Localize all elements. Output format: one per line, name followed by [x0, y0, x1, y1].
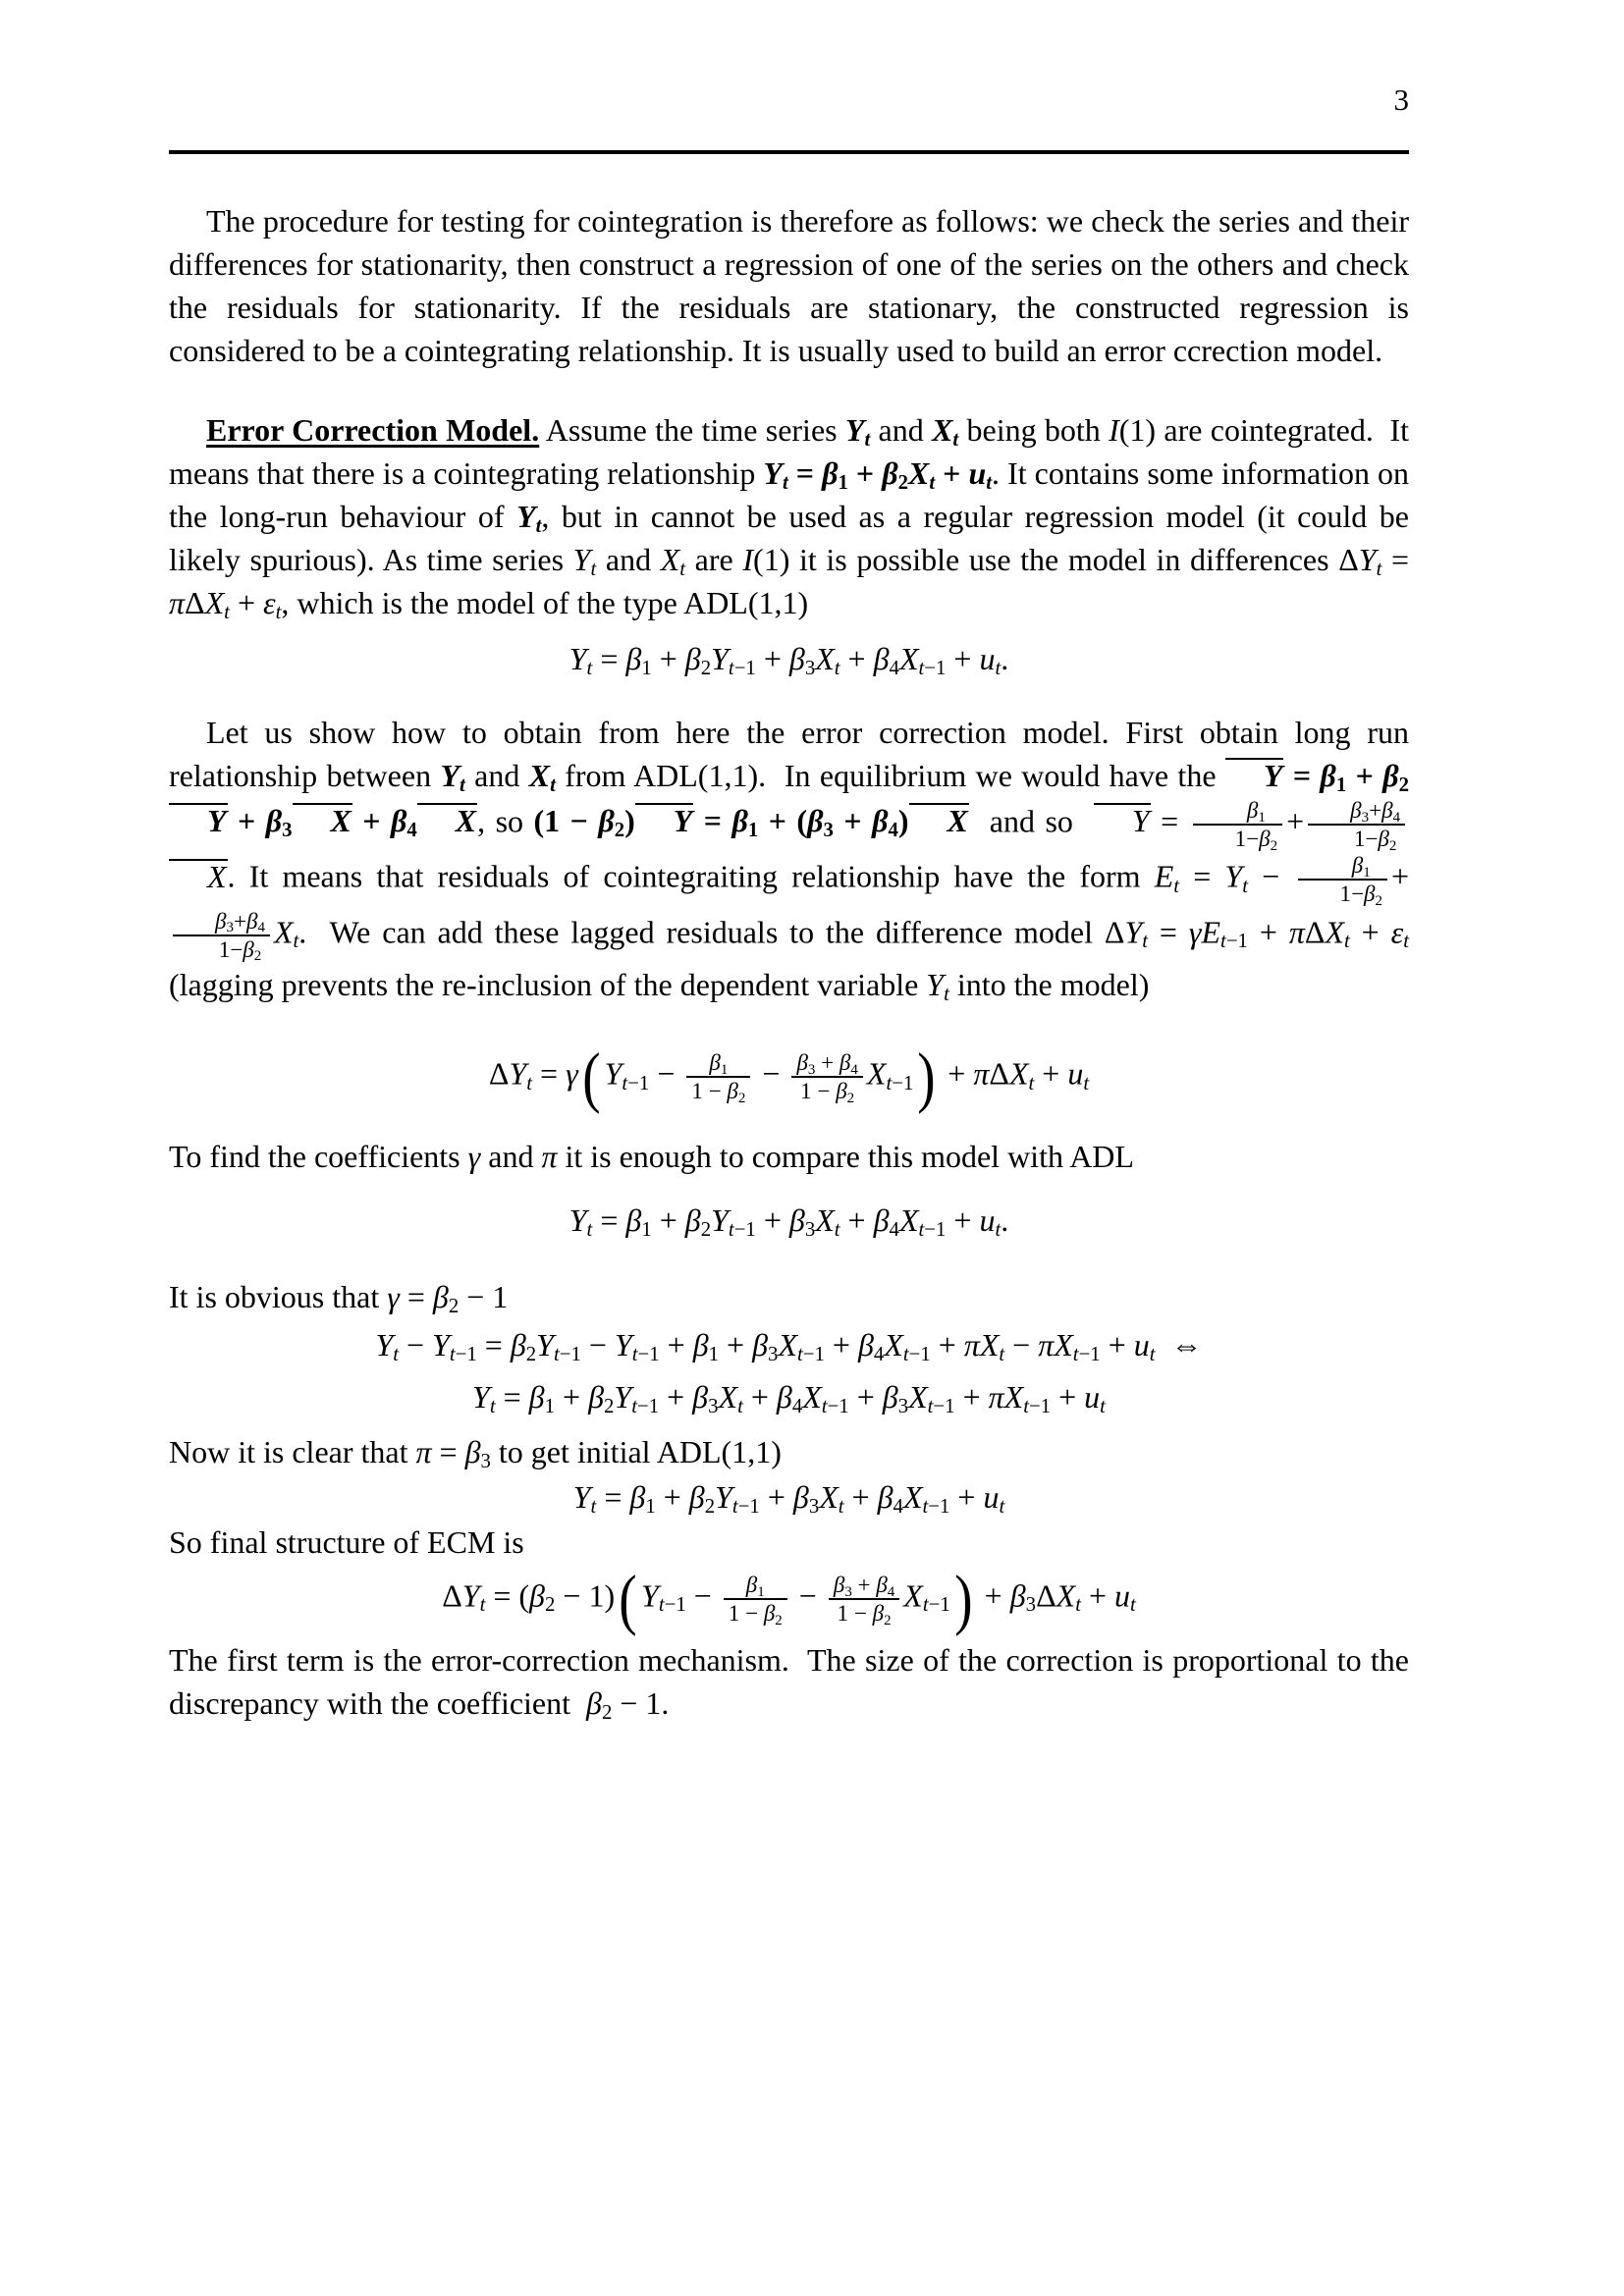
equation-ecm-final: $\Delta Y_t = (\beta_2 - 1)$( $Y_{t-1}$ − $\frac{\beta_1}{1 - \beta_2}$ − $\frac{\beta_3 + \beta_4}{1 - \beta_2}$ $X_{t-1}) + \beta_3\Delta X_t + u_t$	[442, 1561, 1136, 1636]
equation-expansion-2: $Y_t = \beta_1 + \beta_2Y_{t-1} + \beta_3X_t + \beta_4X_{t-1} + \beta_3X_{t-1} + \pi X_{t-1} + u_t$	[472, 1379, 1106, 1418]
page-number: 3	[1393, 82, 1409, 117]
equation-adl11-final: $Y_t = \beta_1 + \beta_2Y_{t-1} + \beta_3X_t + \beta_4X_{t-1} + u_t$	[572, 1478, 1005, 1518]
document-content	[169, 199, 1409, 1726]
paragraph-derivation: Let us show how to obtain from here the error correction model. First obtain long run relationship between $Y_t$ and $X_t$ from ADL(1,1). In equilibrium we would have the $Y = \beta_1 + \beta_2Y + \beta_3$ $X + \beta_4$ X, so $(1 - \beta_2)$ $Y = \beta_1 + (\beta_3 + \beta_4)$ X and so Y = $\frac{\beta_1}{1-\beta_2}$ + $\frac{\beta_3+\beta_4}{1-\beta_2}$ X. It means that residuals of cointegraiting relationship have the form $E_t = Y_t$ − $\frac{\beta_1}{1-\beta_2}$ + $\frac{\beta_3+\beta_4}{1-\beta_2}$ $X_t$. We can add these lagged residuals to the difference model $\Delta Y_t = \gamma E_{t-1} + \pi\Delta X_t + \varepsilon_t$ (lagging prevents the re-inclusion of the dependent variable $Y_t$ into the model)	[169, 714, 1410, 1006]
equation-adl11-repeat: $Y_t = \beta_1 + \beta_2Y_{t-1} + \beta_3X_t + \beta_4X_{t-1} + u_t$.	[568, 1201, 1009, 1241]
line-pi-clear: Now it is clear that $\pi = \beta_3$ to get initial ADL(1,1)	[169, 1434, 782, 1473]
equation-adl11: $Y_t = \beta_1 + \beta_2Y_{t-1} + \beta_3X_t + \beta_4X_{t-1} + u_t$.	[568, 641, 1009, 680]
equation-expansion-1: $Y_t - Y_{t-1} = \beta_2Y_{t-1} - Y_{t-1} + \beta_1 + \beta_3X_{t-1} + \beta_4X_{t-1} + \pi X_t - \pi X_{t-1} + u_t$ ⇔	[375, 1327, 1203, 1366]
equation-ecm-gamma: $\Delta Y_t = \gamma$( $Y_{t-1}$ − $\frac{\beta_1}{1 - \beta_2}$ − $\frac{\beta_3 + \beta_4}{1 - \beta_2}$ $X_{t-1}) + \pi\Delta X_t + u_t$	[488, 1039, 1090, 1114]
header-rule	[169, 150, 1409, 154]
line-so-final-ecm: So final structure of ECM is	[169, 1523, 524, 1560]
paragraph-ecm-definition: Error Correction Model. Assume the time series $Y_t$ and $X_t$ being both I(1) are cointegrated. It means that there is a cointegrating relationship $Y_t = \beta_1 + \beta_2X_t + u_t$. It contains some information on the long-run behaviour of $Y_t$, but in cannot be used as a regular regression model (it could be likely spurious). As time series $Y_t$ and $X_t$ are I(1) it is possible use the model in differences $\Delta Y_t = \pi\Delta X_t + \varepsilon_t$, which is the model of the type ADL(1,1)	[169, 411, 1410, 624]
paragraph-conclusion: The first term is the error-correction mechanism. The size of the correction is proportional to the discrepancy with the coefficient $\beta_2 - 1$.	[169, 1642, 1409, 1725]
paragraph-intro: The procedure for testing for cointegration is therefore as follows: we check the series and their differences for stationarity, then construct a regression of one of the series on the others and check the residuals for stationarity. If the residuals are stationary, the constructed regression is considered to be a cointegrating relationship. It is usually used to build an error ccrection model.	[169, 203, 1409, 369]
line-tofind-coefficients: To find the coefficients γ and π it is enough to compare this model with ADL	[169, 1138, 1134, 1174]
line-gamma-obvious: It is obvious that $\gamma = \beta_2 - 1$	[169, 1278, 509, 1317]
